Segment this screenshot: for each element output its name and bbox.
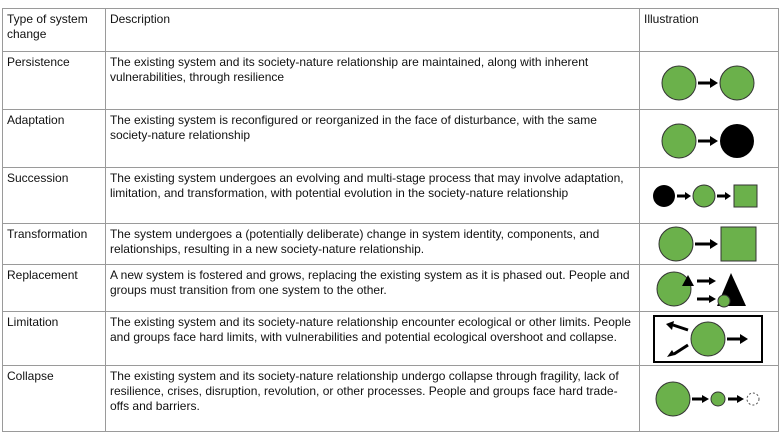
adaptation-illustration [644,114,774,164]
table-row [3,265,779,312]
table-row [3,52,779,110]
description-cell: The existing system undergoes an evolving and multi-stage process that may involve adaptation, limitation, and transformation, with potential evolution in the society-nature relationship [105,168,639,224]
limitation-illustration [644,313,774,365]
description-cell: The existing system and its society-nature relationship encounter ecological or other limits. People and groups face hard limits, with vulnerabilities and potential ecological overshoot and collapse. [105,312,639,366]
description-cell: The existing system and its society-nature relationship undergo collapse through fragility, lack of resilience, crises, disruption, revolution, or other processes. People and groups face hard trade-offs and barriers. [105,366,639,432]
type-cell: Persistence [3,52,106,110]
header-illustration: Illustration [640,9,779,52]
description-cell: The existing system and its society-nature relationship are maintained, along with inherent vulnerabilities, through resilience [105,52,639,110]
table-row [3,366,779,432]
header-type: Type of system change [3,9,106,52]
illustration-cell [640,168,779,224]
illustration-cell [640,312,779,366]
replacement-illustration [644,265,774,311]
type-cell: Replacement [3,265,106,312]
illustration-cell [640,265,779,312]
description-cell: The system undergoes a (potentially deliberate) change in system identity, components, and relationships, resulting in a new society-nature relationship. [105,224,639,265]
table-row [3,110,779,168]
type-cell: Limitation [3,312,106,366]
type-cell: Adaptation [3,110,106,168]
header-description: Description [105,9,639,52]
description-cell: The existing system is reconfigured or reorganized in the face of disturbance, with the same society-nature relationship [105,110,639,168]
table-row [3,312,779,366]
system-change-table [2,8,779,432]
illustration-cell [640,366,779,432]
illustration-cell [640,110,779,168]
description-cell: A new system is fostered and grows, replacing the existing system as it is phased out. People and groups must transition from one system to the other. [105,265,639,312]
illustration-cell [640,52,779,110]
illustration-cell [640,224,779,265]
persistence-illustration [644,56,774,106]
type-cell: Succession [3,168,106,224]
table-row [3,168,779,224]
table-row [3,224,779,265]
collapse-illustration [644,374,774,424]
header-row [3,9,779,52]
succession-illustration [644,176,774,216]
transformation-illustration [644,224,774,264]
type-cell: Collapse [3,366,106,432]
type-cell: Transformation [3,224,106,265]
